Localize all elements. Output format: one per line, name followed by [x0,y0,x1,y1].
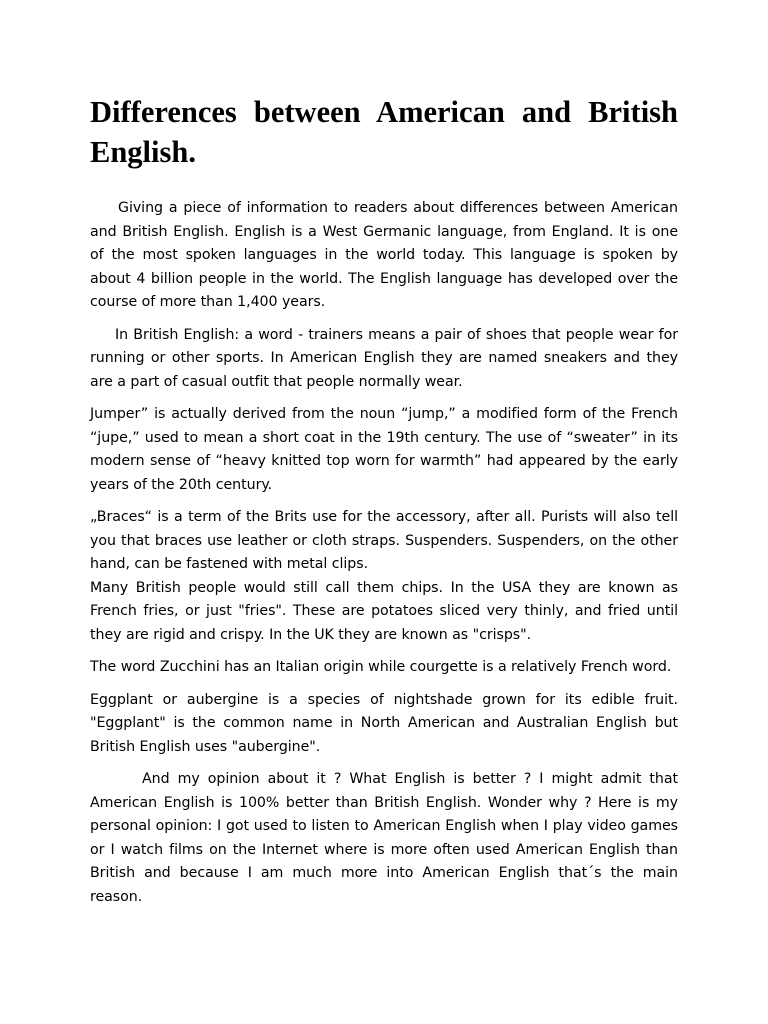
paragraph-jumper: Jumper” is actually derived from the noun “jump,” a modified form of the French “jupe,” used to mean a short coat in the 19th century. The use of “sweater” in its modern sense of “heavy knitted top worn for warmth” had appeared by the early years of the 20th century. [90,406,678,493]
document-page [90,92,678,918]
paragraph-intro: Giving a piece of information to readers about differences between American and British English. English is a West Germanic language, from England. It is one of the most spoken languages in the world today. This language is spoken by about 4 billion people in the world. The English language has developed over the course of more than 1,400 years. [90,200,678,310]
document-title: Differences between American and British English. [90,95,678,169]
paragraph-opinion: And my opinion about it ? What English is better ? I might admit that American English is 100% better than British English. Wonder why ? Here is my personal opinion: I got used to listen to American English when I play video games or I watch films on the Internet where is more often used American English than British and because I am much more into American English that´s the main reason. [90,771,678,905]
paragraph-zucchini: The word Zucchini has an Italian origin while courgette is a relatively French word. [90,659,672,675]
paragraph-eggplant: Eggplant or aubergine is a species of nightshade grown for its edible fruit. "Eggplant" is the common name in North American and Australian English but British English uses "aubergine". [90,691,678,755]
paragraph-braces: „Braces“ is a term of the Brits use for the accessory, after all. Purists will also tell you that braces use leather or cloth straps. Suspenders. Suspenders, on the other hand, can be fastened with metal clips. [90,509,678,572]
paragraph-trainers: In British English: a word - trainers means a pair of shoes that people wear for running or other sports. In American English they are named sneakers and they are a part of casual outfit that people normally wear. [90,326,678,390]
paragraph-chips: Many British people would still call them chips. In the USA they are known as French fries, or just "fries". These are potatoes sliced very thinly, and fried until they are rigid and crispy. In the UK they are known as "crisps". [90,579,678,643]
